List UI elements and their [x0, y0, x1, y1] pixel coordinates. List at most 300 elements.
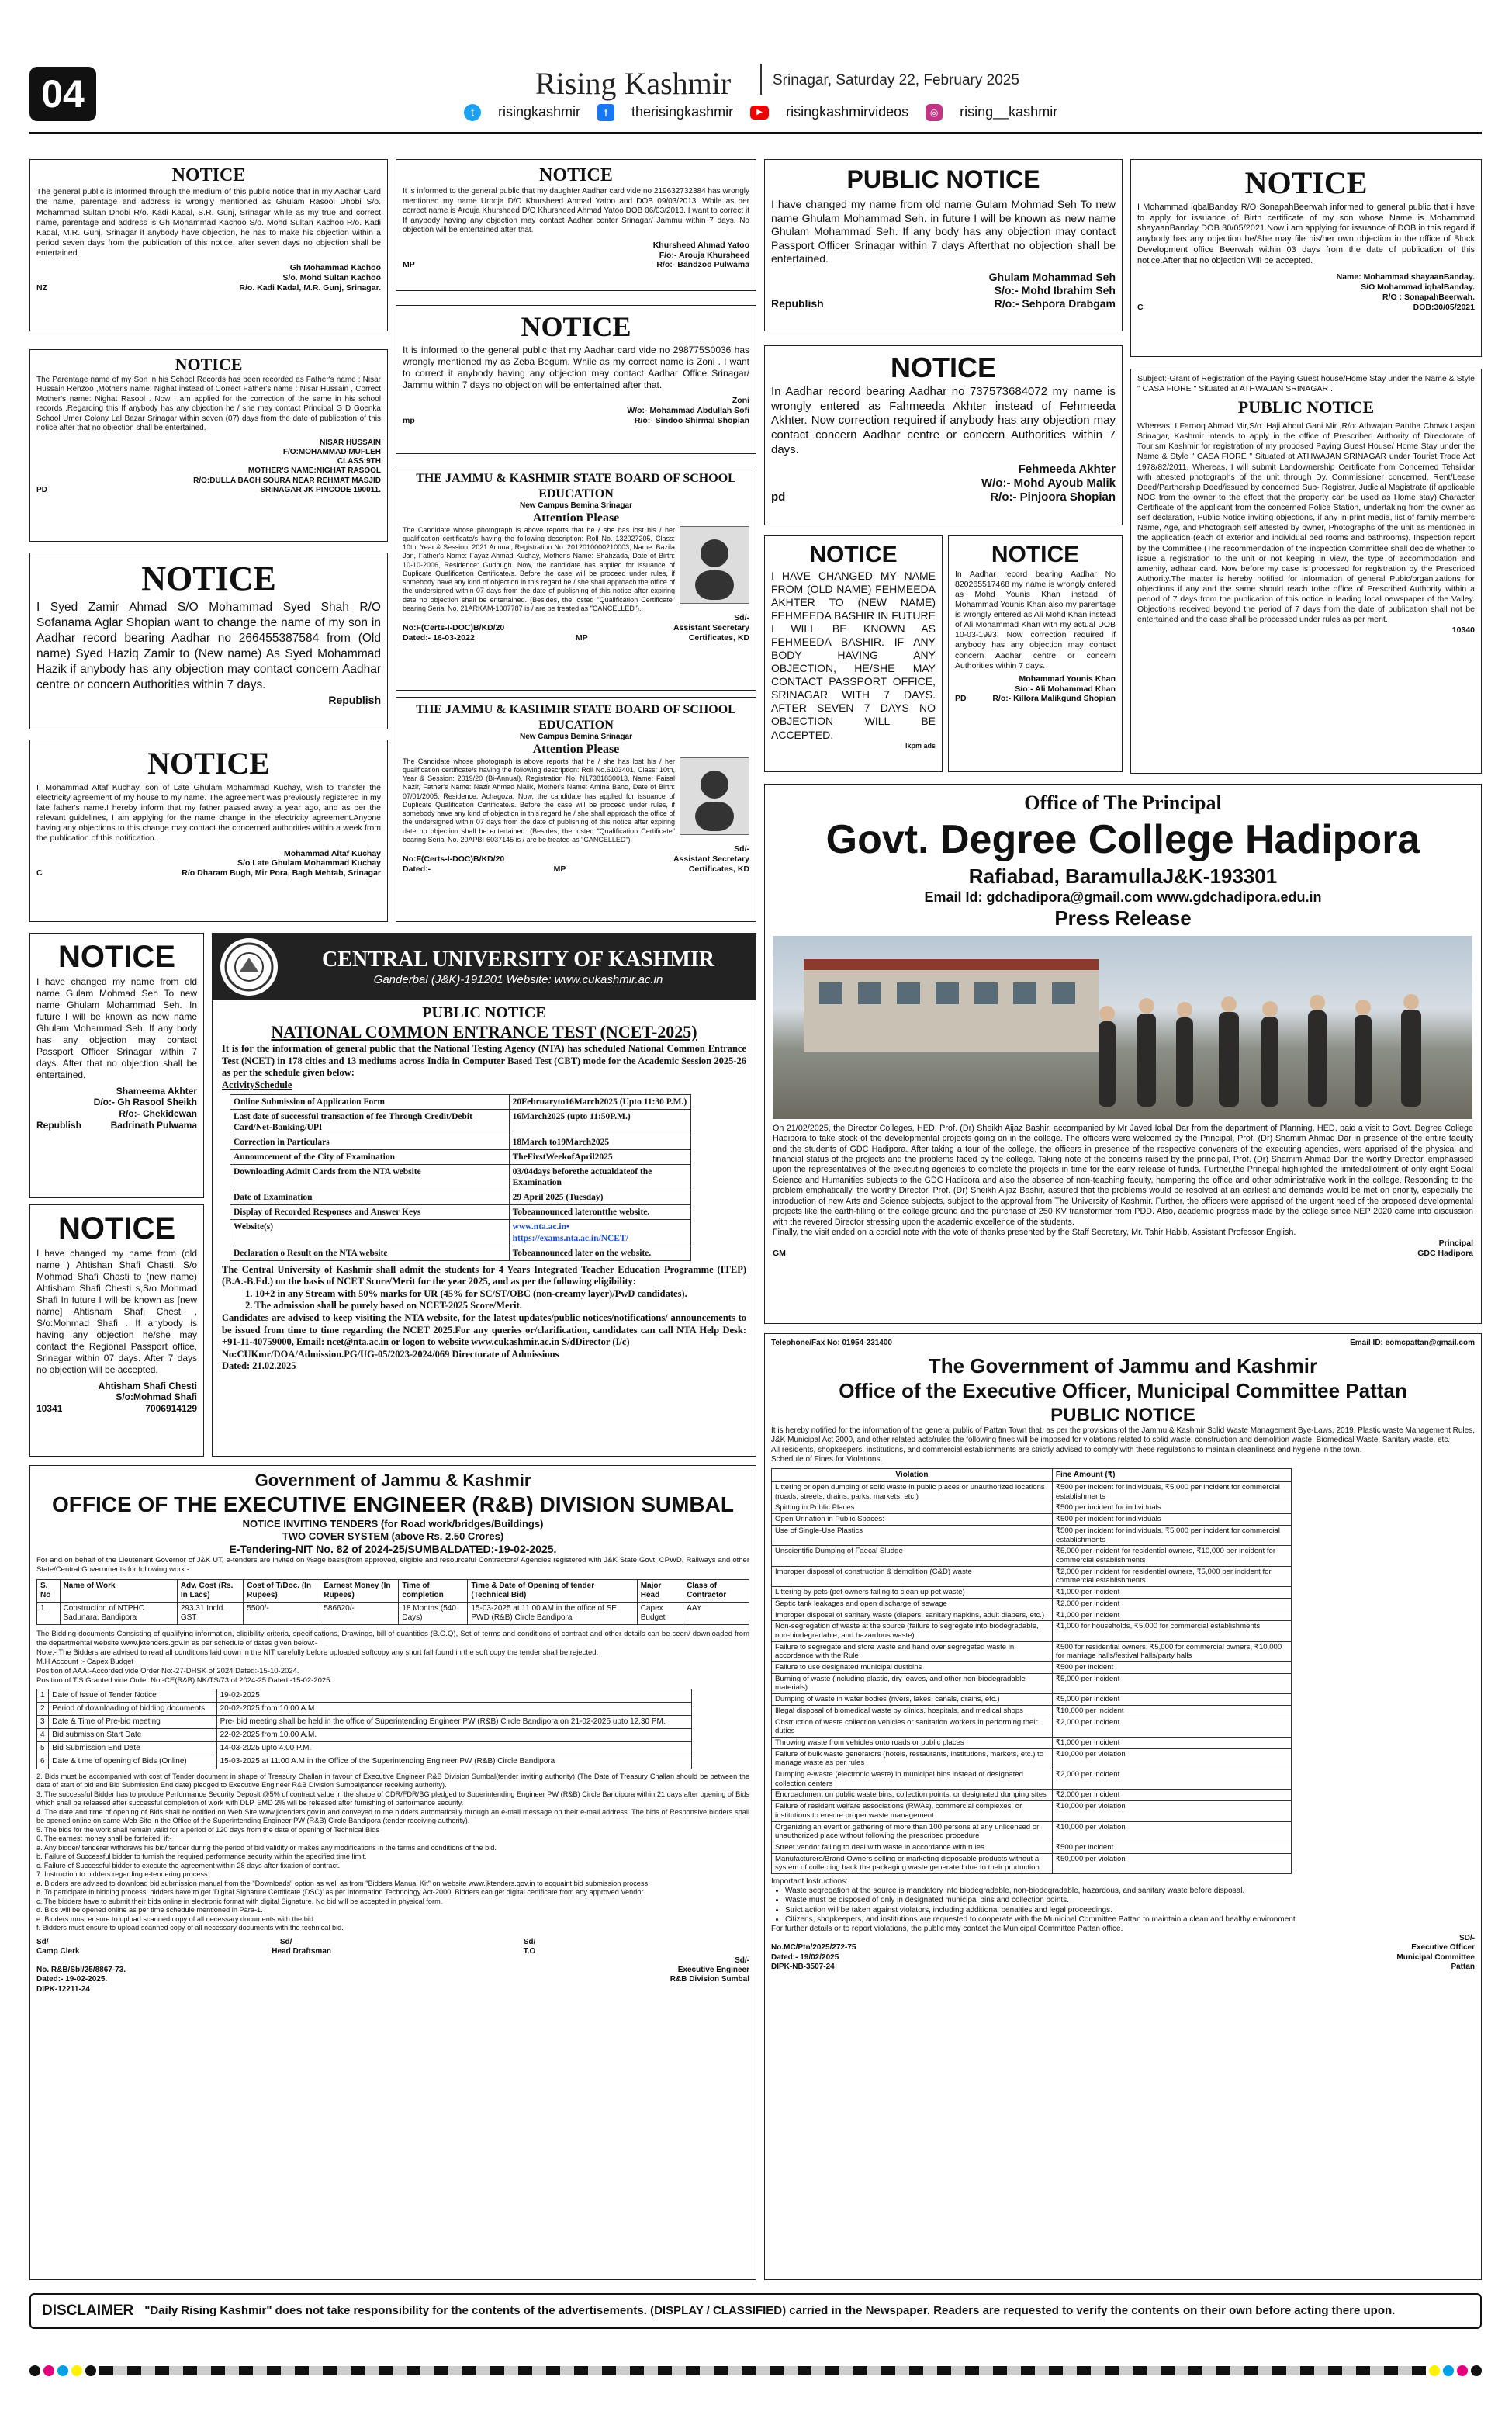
signature: Sd/-	[734, 844, 749, 854]
instagram-handle[interactable]: rising__kashmir	[960, 104, 1058, 120]
table-row	[772, 1821, 1292, 1842]
notice-body: It is informed to the general public that my Aadhar card vide no 298775S0036 has wrongly mentioned my as Zeba Begum. While as my correct name is Zoni . I want to correct it anybody having any objection may contact Aadhar Office Srinagar/ Jammu within 7 days no objection will be entertained after that.	[403, 344, 749, 390]
fine-amount: ₹500 per incident	[1052, 1842, 1291, 1853]
signature: SD/-	[1459, 1934, 1475, 1943]
notice-body: I HAVE CHANGED MY NAME FROM (OLD NAME) FEHMEEDA AKHTER TO (NEW NAME) FEHMEEDA BASHIR IN FUTURE I WILL BE KNOWN AS FEHMEEDA BASHIR. IF ANY BODY HAVING ANY OBJECTION, HE/SHE MAY CONTACT PASSPORT OFFICE, SRINAGAR WITH 7 DAYS. AFTER SEVEN 7 DAYS NO OBJECTION WILL BE ACCEPTED.	[771, 569, 936, 741]
table-header: Cost of T/Doc. (In Rupees)	[244, 1579, 320, 1602]
table-cell: Bid submission Start Date	[49, 1729, 216, 1742]
signature: Sd/	[279, 1937, 292, 1946]
notice-body: The Candidate whose photograph is above reports that he / she has lost his / her qualification certificate/s having the following description: Roll No.6103401, Class: 10th, Year & Session: 2019/20 (Bi-Annual), Registration No. N17381830013, Name: Faisal Nazir, Father's Name: Nazir Ahmad Malik, Mother's Name: Amina Bano, Date of Birth: 07/01/2005, Residence: Achagoza. Now, the candidate has applied for issuance of Duplicate Qualification Certificate/s. Before the case will be proceed under rules, if somebody have any kind of objection in this regard he / she shall approach the office of the undersigned within 07 days from the date of publishing of this notice after expiring date no objection shall be entertained. (Besides, the losted "Qualification Certificate" bearing Serial No. 20APBI-6037145 is / are be treated as "CANCELLED").	[403, 757, 675, 844]
violation: Improper disposal of sanitary waste (diapers, sanitary napkins, adult diapers, etc.)	[772, 1610, 1053, 1621]
ref-no: No:CUKmr/DOA/Admission.PG/UG-05/2023-2024/069 Directorate of Admissions	[222, 1348, 559, 1360]
college-name: Govt. Degree College Hadipora	[825, 816, 1420, 862]
signature: D/o:- Gh Rasool Sheikh	[93, 1097, 197, 1108]
table-header: Major Head	[637, 1579, 683, 1602]
person-icon	[687, 530, 742, 600]
violation: Non-segregation of waste at the source (failure to segregate into biodegradable, non-biodegradable, and hazardous waste)	[772, 1621, 1053, 1641]
signature: R/o:- Pinjoora Shopian	[990, 490, 1116, 504]
notice-title: NOTICE	[57, 940, 176, 974]
ad-code: lkpm ads	[905, 741, 936, 750]
notice-title: NOTICE	[147, 746, 270, 781]
table-row	[37, 1729, 692, 1742]
notice-advice: Candidates are advised to keep visiting the NTA website, for the latest updates/public notices/notifications/ announcements to be issued from time to time regarding the NCET 2025.For any queries or/clarification, candidates can call NTA Help Desk: +91-11-40759000, Email: ncet@nta.ac.in or logon to website www.cukashmir.ac.in S/dDirector (I/c)	[222, 1312, 746, 1348]
signature: CLASS:9TH	[337, 457, 381, 466]
table-row	[772, 1673, 1292, 1693]
signature: T.O	[523, 1946, 536, 1956]
fine-amount: ₹10,000 per violation	[1052, 1748, 1291, 1769]
signature: SRINAGAR JK PINCODE 190011.	[260, 485, 381, 494]
notice-ad-15	[29, 933, 204, 1198]
signature: GDC Hadipora	[1417, 1248, 1473, 1258]
tender-term: a. Bidders are advised to download bid submission manual from the "Downloads" option as well as from "Bidders Manual Kit" on website www.jktenders.gov.in to acquaint bid submission process.	[36, 1879, 650, 1887]
ad-code: Republish	[328, 693, 381, 706]
fine-amount: ₹50,000 per violation	[1052, 1853, 1291, 1873]
notice-intro: All residents, shopkeepers, institutions, and commercial establishments are strictly advised to comply with these regulations to maintain cleanliness and hygiene in the town.	[771, 1445, 1362, 1454]
tender-term: b. Failure of Successful bidder to furnish the required performance security within the specified time limit.	[36, 1852, 367, 1861]
youtube-icon[interactable]: ▶	[750, 106, 769, 120]
gov-heading: The Government of Jammu and Kashmir	[928, 1354, 1318, 1378]
fine-amount: ₹2,000 per incident for residential owners, ₹5,000 per incident for commercial establishments	[1052, 1566, 1291, 1586]
telephone: Telephone/Fax No: 01954-231400	[771, 1339, 892, 1347]
violation: Open Urination in Public Spaces:	[772, 1514, 1053, 1526]
schedule-row	[230, 1110, 691, 1135]
notice-subject: Subject:-Grant of Registration of the Paying Guest house/Home Stay under the Name & Style " CASA FIORE " Situated at ATHWAJAN SRINAGAR .	[1137, 374, 1475, 394]
table-cell: Capex Budget	[637, 1602, 683, 1624]
tender-term: 2. Bids must be accompanied with cost of Tender document in shape of Treasury Challan in favour of Executive Engineer R&B Division Sumbal(tender inviting authority) (The Date of Treasury Challan should be between the date of start of bid and Bid Submission End date) pledged to Executive Engineer R&B Division Sumbal(tender receiving authority).	[36, 1772, 749, 1790]
youtube-handle[interactable]: risingkashmirvideos	[786, 104, 909, 120]
schedule-row	[230, 1205, 691, 1220]
table-row	[772, 1587, 1292, 1599]
social-bar	[464, 104, 1057, 121]
signature: R/o:- Chekidewan	[119, 1108, 197, 1120]
table-row	[37, 1702, 692, 1715]
office-heading: OFFICE OF THE EXECUTIVE ENGINEER (R&B) DIVISION SUMBAL	[52, 1492, 734, 1516]
fine-amount: ₹2,000 per incident	[1052, 1790, 1291, 1801]
schedule-date: 18March to19March2025	[509, 1135, 690, 1150]
signature: Sd/-	[735, 1956, 749, 1966]
page-number: 04	[29, 67, 96, 121]
notice-ad-4	[1130, 159, 1482, 357]
page-header	[29, 61, 1482, 135]
ref-no: No.MC/Ptn/2025/272-75	[771, 1943, 856, 1953]
signature: Municipal Committee	[1396, 1953, 1475, 1962]
disclaimer-text: "Daily Rising Kashmir" does not take responsibility for the contents of the advertisements. (DISPLAY / CLASSIFIED) carried in the Newspaper. Readers are requested to verify the contents on their own before acting there upon.	[144, 2303, 1396, 2317]
university-address: Ganderbal (J&K)-191201 Website: www.cukashmir.ac.in	[373, 972, 663, 986]
office-heading: Office of the Executive Officer, Municipal Committee Pattan	[839, 1378, 1407, 1402]
ad-code: MP	[575, 632, 588, 643]
table-row	[772, 1737, 1292, 1748]
tender-term: e. Bidders must ensure to upload scanned copy of all necessary documents with the bid.	[36, 1914, 316, 1923]
violation: Failure to segregate and store waste and hand over segregated waste in accordance with the Rule	[772, 1641, 1053, 1661]
signature: Mohammad Altaf Kuchay	[283, 848, 381, 858]
schedule-row	[230, 1190, 691, 1205]
signature: Assistant Secretary	[673, 854, 749, 865]
notice-title: NOTICE	[521, 311, 631, 342]
notice-title: NOTICE	[1244, 165, 1368, 200]
table-cell: 6	[37, 1755, 49, 1769]
notice-title: PUBLIC NOTICE	[1237, 397, 1375, 418]
attention-label: Attention Please	[532, 743, 620, 757]
table-row	[772, 1621, 1292, 1641]
signature: Executive Engineer	[677, 1966, 749, 1975]
signature: R&B Division Sumbal	[670, 1975, 749, 1984]
signature: S/o:- Mohd Ibrahim Seh	[994, 283, 1116, 296]
violation: Spitting in Public Places	[772, 1502, 1053, 1514]
schedule-date: 03/04days beforethe actualdateof the Examination	[509, 1165, 690, 1190]
fine-amount: ₹500 per incident	[1052, 1662, 1291, 1674]
table-cell: 22-02-2025 from 10.00 A.M.	[216, 1729, 692, 1742]
table-row	[772, 1769, 1292, 1790]
fine-amount: ₹1,000 per incident	[1052, 1587, 1291, 1599]
notice-title: NOTICE	[171, 165, 246, 185]
fine-amount: ₹5,000 per incident for residential owners, ₹10,000 per incident for commercial establishments	[1052, 1546, 1291, 1566]
table-row	[37, 1742, 692, 1755]
ad-code: pd	[771, 490, 786, 504]
table-row	[772, 1853, 1292, 1873]
signature: Mohammad Younis Khan	[1019, 674, 1116, 684]
notice-subtitle: New Campus Bemina Srinagar	[519, 733, 633, 742]
signature: DOB:30/05/2021	[1413, 302, 1475, 312]
signature: Name: Mohammad shayaanBanday.	[1336, 272, 1475, 282]
tender-dates-table	[36, 1689, 692, 1769]
signature: W/o:- Mohd Ayoub Malik	[981, 476, 1116, 490]
tender-term: 3. The successful Bidder has to produce Performance Security Deposit @5% of contract value in the shape of CDR/FDR/BG pledged to Superintending Engineer PW (R&B) Circle Bandipora within 21 days after opening of Bids which shall be released after successful completion of work with DLP. EMD 2% will be released after furnishing of performance security.	[36, 1790, 749, 1807]
signature: Certificates, KD	[688, 632, 749, 643]
schedule-activity: Last date of successful transaction of fee Through Credit/Debit Card/Net-Banking/UPI	[230, 1110, 510, 1135]
notice-title: PUBLIC NOTICE	[846, 165, 1040, 193]
schedule-activity: Display of Recorded Responses and Answer Keys	[230, 1205, 510, 1220]
tender-term: b. To participate in bidding process, bidders have to get 'Digital Signature Certificate (DSC)' as per Information Technology Act-2000. Bidders can get digital certificate from any approved Vendor.	[36, 1888, 645, 1897]
eligibility-item: 2. The admission shall be purely based on NCET-2025 Score/Merit.	[245, 1300, 522, 1312]
schedule-activity: Announcement of the City of Examination	[230, 1150, 510, 1165]
violation: Encroachment on public waste bins, collection points, or designated dumping sites	[772, 1790, 1053, 1801]
board-notice-ad-14	[396, 697, 756, 922]
ad-code: C	[1137, 302, 1144, 312]
header-divider	[760, 64, 762, 95]
notice-ad-16	[29, 1204, 204, 1457]
notice-title: NOTICE	[175, 355, 243, 374]
schedule-activity: Website(s)	[230, 1220, 510, 1246]
public-notice-ad-8	[1130, 369, 1482, 774]
schedule-label: Schedule of Fines for Violations.	[771, 1455, 883, 1464]
table-row	[772, 1525, 1292, 1545]
fine-amount: ₹2,000 per incident	[1052, 1717, 1291, 1737]
ad-code: PD	[955, 694, 967, 704]
ad-code: MP	[553, 864, 566, 874]
table-cell: 1	[37, 1689, 49, 1702]
notice-ad-11	[764, 535, 943, 772]
notice-ad-13	[29, 740, 388, 922]
signature: MOTHER'S NAME:NIGHAT RASOOL	[247, 466, 381, 476]
schedule-activity: Correction in Particulars	[230, 1135, 510, 1150]
tender-para: M.H Account :- Capex Budget	[36, 1657, 134, 1666]
table-cell: 15-03-2025 at 11.00 A.M in the Office of the Superintending Engineer PW (R&B) Circle Bandipora	[216, 1755, 692, 1769]
signature: S/o:- Ali Mohammad Khan	[1015, 684, 1116, 694]
signature: W/o:- Mohammad Abdullah Sofi	[627, 405, 749, 415]
notice-body: I Syed Zamir Ahmad S/O Mohammad Syed Shah R/O Sofanama Aglar Shopian want to change the name of my son in Aadhar record bearing Aadhar no 266455387584 from (Old name) Syed Haziq Zamir to (New name) As Syed Mohammad Hazik if anybody has any objection may contact concern Aadhar centre or concern Authorities within 7 days.	[36, 600, 381, 692]
schedule-activity: Date of Examination	[230, 1190, 510, 1205]
violation: Littering by pets (pet owners failing to clean up pet waste)	[772, 1587, 1053, 1599]
brand-logo: Rising Kashmir	[535, 66, 732, 101]
attention-label: Attention Please	[532, 511, 620, 525]
signature: R/o. Kadi Kadal, M.R. Gunj, Srinagar.	[239, 282, 381, 293]
fine-amount: ₹1,000 per incident	[1052, 1737, 1291, 1748]
table-header: Time of completion	[399, 1579, 468, 1602]
signature: Sd/	[36, 1937, 49, 1946]
notice-title: THE JAMMU & KASHMIR STATE BOARD OF SCHOOL EDUCATION	[416, 472, 736, 501]
office-heading: Office of The Principal	[1024, 792, 1222, 814]
instagram-icon[interactable]: ◎	[926, 104, 943, 121]
ad-code: Republish	[36, 1119, 82, 1131]
violation: Illegal disposal of biomedical waste by clinics, hospitals, and medical shops	[772, 1705, 1053, 1717]
notice-ad-1	[29, 159, 388, 331]
ref-no: No. R&B/Sbl/25/8867-73.	[36, 1966, 126, 1975]
closing-note: For further details or to report violations, the public may contact the Municipal Committee Pattan office.	[771, 1925, 1123, 1934]
table-header: Violation	[772, 1468, 1053, 1481]
schedule-activity: Online Submission of Application Form	[230, 1095, 510, 1110]
schedule-date: 29 April 2025 (Tuesday)	[509, 1190, 690, 1205]
notice-body: I have changed my name from old name Gulam Mohmad Seh To new name Ghulam Mohammad Seh. In future I will be known as new name Ghulam Mohammad Seh. If any body has any objection may contact Passport Officer Srinagar within 7 days. After that no objection shall be entertained.	[36, 975, 197, 1080]
notice-ad-7	[764, 345, 1123, 525]
fine-amount: ₹500 per incident for individuals	[1052, 1502, 1291, 1514]
table-row	[772, 1790, 1292, 1801]
ref-date: Dated:- 19/02/2025	[771, 1953, 839, 1962]
violation: Organizing an event or gathering of more than 100 persons at any unlicensed or unauthorized place without following the prescribed procedure	[772, 1821, 1053, 1842]
signature: Gh Mohammad Kachoo	[289, 263, 381, 273]
violation: Obstruction of waste collection vehicles or sanitation workers in performing their duties	[772, 1717, 1053, 1737]
signature: R/O:DULLA BAGH SOURA NEAR REHMAT MASJID	[193, 476, 381, 485]
notice-body: In Aadhar record bearing Aadhar No 820265517468 my name is wrongly entered as Mohd Younis Khan instead of Mohammad Younis Khan also my parentage is wrongly entered as Ali Mohd Khan instead of Ali Mohammad Khan with my actual DOB 10-03-1993. Now correction required if anybody has any objection may contact concern Aadhar centre or concern Authorities within 7 days.	[955, 569, 1116, 670]
notice-body: Whereas, I Farooq Ahmad Mir,S/o :Haji Abdul Gani Mir ,R/o: Athwajan Pantha Chowk Lasjan Srinagar, Kashmir intends to apply in the office of Prescribed Authority of Directorate of Tourism Kashmir for registration of my proposed Paying Guest House/ Home Stay under the Name & Style " CASA FIORE " Situated at ATHWAJAN SRINAGAR under Tourist Trade Act 1978/82/2011. Whereas, I will submit Landownership Certificate from Concerned Tehsildar with attested photographs of the unit through Dy. Commissioner concerned, Rent/Lease Deed/Partnership Deed/issued by concerned Sub- Registrar, Judicial Magistrate (if applicable NOC from the owner to the effect that the property can be used as Home stay),Character Certificate of the applicant from the concerned Police Station, undertaking from the owner as self declaration, Public Notice inviting objections, if any in print media, list of family members Name, Age, and Photograph self attested by owner, Photographs of the unit as mentioned in the application (each of exterior and individual bed rooms and bathrooms), Inspection report by the Committee (The recommendation of the inspection Committee shall decide whether to issue a registration to the unit or not keeping in view, the type of accommodation and amenity, adhaar card. Now before my case is processed for registration by the Prescribed Authority.The matter is hereby notified for information of general Pubic/organizations for objections if any and the same should reach tothe office of Prescribed Authority within a period of 7 days from the publication of this notice in leading local newspaper of the Valley. Objections received beyond the period of 7 days from the date of publication shall not be entertained and the case shall be processed under rules as per merit.	[1137, 421, 1475, 625]
public-notice-ad-3	[764, 159, 1123, 331]
fine-amount: ₹10,000 per violation	[1052, 1801, 1291, 1821]
notice-body: I have changed my name from (old name ) Ahtishan Shafi Chasti, S/o Mohmad Shafi Chasti to (new name) Ahtisham Shafi Chesti s,S/o Mohmad Shafi In future I will be known as [new name] Ahtisham Shafi Chesti , S/o:Mohmad Shafi . If anybody is having any objection he/she may contact the Regional Passport office, Srinagar within 07 days. After 7 days no objection will be accepted.	[36, 1247, 197, 1375]
press-release-label: Press Release	[1054, 906, 1192, 930]
notice-body: In Aadhar record bearing Aadhar no 737573684072 my name is wrongly entered as Fahmeeda Akhter instead of Fehmeeda Akhter. Now correction required if anybody has any objection may contact concern Aadhar centre or concern Authorities within 7 days.	[771, 384, 1116, 456]
notice-title: THE JAMMU & KASHMIR STATE BOARD OF SCHOOL EDUCATION	[416, 703, 736, 732]
notice-title: PUBLIC NOTICE	[1050, 1404, 1195, 1426]
violation: Unscientific Dumping of Faecal Sludge	[772, 1546, 1053, 1566]
schedule-date: Tobeannounced laterontthe website.	[509, 1205, 690, 1220]
building-group-illustration	[773, 936, 1472, 1119]
table-cell: Date & Time of Pre-bid meeting	[49, 1715, 216, 1728]
university-name: CENTRAL UNIVERSITY OF KASHMIR	[322, 947, 714, 972]
notice-title: NOTICE	[57, 1211, 176, 1246]
fine-amount: ₹5,000 per incident	[1052, 1673, 1291, 1693]
ad-code: Republish	[771, 296, 824, 310]
press-release-body: On 21/02/2025, the Director Colleges, HED, Prof. (Dr) Sheikh Aijaz Bashir, accompanied by Mr Javed Iqbal Dar from the department of Planning, HED, paid a visit to Govt. Degree College Hadipora to take stock of the developmental projects going on in the college. The officers were welcomed by the Principal, Prof. (Dr) Shamim Ahmad Dar in presence of the entire faculty and the students of GDC Hadipora. After taking a tour of the college, the officers in presence of the respective conveners of the executing agencies, were apprised of the physical and financial status of the projects and the problems faced by the college. Taking note of the concerns raised by the principal, Prof. (Dr) Shamim Ahmad Dar, the worthy Director, emphasised upon the representatives of the executing agencies to complete the projects in time for the early release of funds. Further,the Principal highlighted the limitedallotment of only eight Social Science and Humanities subjects to the GDC Hadipora and also the absence of non-teaching faculty, hampering the office and other administrative work in the college. Responding to the problem emphatically, the worthy Director, Prof. (Dr) Sheikh Aijaz Bashir, assured that the problems would be resolved at an earliest and demands would be met on priority, especially the introduction of new Arts and Science subjects, subject to the approval from The University of Kashmir. Further, the officers were apprised of the urgent need of the proposed developmental projects like the earth-filling of the college ground and the purchase of 250 KV transformer from PDD. Also, academic progress made by the college since NEP 2020 came into discussion with the revered Director stressing upon the academic excellence of the students.	[773, 1123, 1473, 1227]
table-row	[772, 1842, 1292, 1853]
notice-title: NOTICE	[890, 352, 996, 383]
table-row	[37, 1689, 692, 1702]
list-item: • Waste must be disposed of only in designated municipal bins and collection points.	[785, 1896, 1475, 1905]
ad-code: DIPK-NB-3507-24	[771, 1962, 835, 1971]
table-row	[772, 1694, 1292, 1706]
instructions-list	[785, 1887, 1475, 1925]
violation: Dumping e-waste (electronic waste) in municipal bins instead of designated collection centers	[772, 1769, 1053, 1790]
tender-para: Position of AAA:-Accorded vide Order No:-27-DHSK of 2024 Dated:-15-10-2024.	[36, 1666, 299, 1675]
table-row	[772, 1610, 1292, 1621]
table-cell: Bid Submission End Date	[49, 1742, 216, 1755]
table-cell: Period of downloading of bidding documents	[49, 1702, 216, 1715]
violation: Failure to use designated municipal dustbins	[772, 1662, 1053, 1674]
schedule-date: www.nta.ac.in• https://exams.nta.ac.in/NCET/	[509, 1220, 690, 1246]
table-header: Fine Amount (₹)	[1052, 1468, 1291, 1481]
schedule-row	[230, 1150, 691, 1165]
twitter-handle[interactable]: risingkashmir	[498, 104, 581, 120]
violation: Burning of waste (including plastic, dry leaves, and other non-biodegradable materials)	[772, 1673, 1053, 1693]
tender-term: f. Bidders must ensure to upload scanned copy of all necessary documents with the technical bid.	[36, 1924, 344, 1932]
ad-code: mp	[403, 415, 415, 425]
ad-code: DIPK-12211-24	[36, 1984, 90, 1994]
schedule-activity: Downloading Admit Cards from the NTA website	[230, 1165, 510, 1190]
fine-amount: ₹2,000 per incident	[1052, 1769, 1291, 1790]
violation: Dumping of waste in water bodies (rivers, lakes, canals, drains, etc.)	[772, 1694, 1053, 1706]
signature: R/o:- Bandzoo Pulwama	[656, 260, 749, 270]
fine-amount: ₹500 per incident for individuals, ₹5,000 per incident for commercial establishments	[1052, 1525, 1291, 1545]
tender-term: c. Failure of Successful bidder to execute the agreement within 28 days after fixation of contract.	[36, 1861, 341, 1869]
tender-term: c. The bidders have to submit their bids online in electronic format with digital Signature. No bid will be accepted in physical form.	[36, 1897, 443, 1905]
college-address: Rafiabad, BaramullaJ&K-193301	[968, 865, 1278, 889]
person-icon	[687, 761, 742, 831]
schedule-date: 20Februaryto16March2025 (Upto 11:30 P.M.)	[509, 1095, 690, 1110]
tender-term: 4. The date and time of opening of Bids shall be notified on Web Site www.jktenders.gov.in and conveyed to the bidders automatically through an e-mail message on their e-mail address. The bids of Responsive bidders shall be opened online on same Web Site in the Office of the Superintending Engineer PW (R&B) Circle Bandipora (tender receiving authority).	[36, 1807, 749, 1825]
table-cell: 20-02-2025 from 10.00 A.M	[216, 1702, 692, 1715]
violation: Septic tank leakages and open discharge of sewage	[772, 1598, 1053, 1610]
fine-amount: ₹1,000 per incident	[1052, 1610, 1291, 1621]
fine-amount: ₹500 per incident for individuals, ₹5,000 per incident for commercial establishments	[1052, 1482, 1291, 1502]
schedule-row	[230, 1165, 691, 1190]
facebook-icon[interactable]: f	[597, 104, 614, 121]
ad-code: MP	[403, 260, 415, 270]
table-cell: 5	[37, 1742, 49, 1755]
signature: Certificates, KD	[688, 864, 749, 874]
signature: S/o:Mohmad Shafi	[116, 1391, 197, 1403]
table-cell: Date of Issue of Tender Notice	[49, 1689, 216, 1702]
college-visit-photo	[773, 936, 1472, 1119]
fine-amount: ₹10,000 per incident	[1052, 1705, 1291, 1717]
signature: F/o:- Arouja Khursheed	[659, 250, 749, 260]
board-notice-ad-10	[396, 466, 756, 691]
signature: Pattan	[1451, 1962, 1475, 1971]
signature: Sd/-	[734, 613, 749, 623]
staff-designations	[36, 1947, 535, 1956]
table-cell: Construction of NTPHC Sadunara, Bandipora	[60, 1602, 177, 1624]
notice-ad-9	[29, 553, 388, 729]
fine-amount: ₹2,000 per incident	[1052, 1598, 1291, 1610]
notice-intro: It is for the information of general public that the National Testing Agency (NTA) has scheduled National Common Entrance Test (NCET) in 178 cities and 13 mediums across India in Computer Based Test (CBT) mode for the Academic Session 2025-26 as per the schedule given below:	[222, 1043, 746, 1079]
signature: Badrinath Pulwama	[110, 1119, 197, 1131]
print-registration-marks	[29, 2359, 1482, 2382]
notice-ad-5	[29, 349, 388, 542]
notice-body: It is informed to the general public that my daughter Aadhar card vide no 219632732384 has wrongly mentioned my name Urooja D/O Khursheed Ahmad Yatoo and DOB 09/03/2013. While as her correct name is Arouja Khursheed D/O Khursheed Ahmad Yatoo DOB 06/03/2013. I want to correct it If anybody having any objection may contact Aadhar center Srinagar/ Jammu within 7 days. No objection will be entertained after that.	[403, 187, 749, 235]
fine-amount: ₹1,000 for households, ₹5,000 for commercial establishments	[1052, 1621, 1291, 1641]
ad-code: 10340	[1451, 625, 1475, 635]
table-row	[772, 1641, 1292, 1661]
tender-term: 5. The bids for the work shall remain valid for a period of 120 days from the date of opening of Technical Bids	[36, 1825, 379, 1834]
table-cell: 14-03-2025 upto 4.00 P.M.	[216, 1742, 692, 1755]
table-cell: 2	[37, 1702, 49, 1715]
table-header: S. No	[37, 1579, 61, 1602]
signature: F/O:MOHAMMAD MUFLEH	[282, 448, 381, 457]
signature: Zoni	[732, 395, 749, 405]
dateline: Srinagar, Saturday 22, February 2025	[773, 72, 1019, 88]
notice-ad-12	[948, 535, 1123, 772]
violation: Street vendor failing to deal with waste in accordance with rules	[772, 1842, 1053, 1853]
signature: R/o:- Sindoo Shirmal Shopian	[634, 415, 749, 425]
table-cell: AAY	[683, 1602, 749, 1624]
violation: Manufacturers/Brand Owners selling or marketing disposable products without a system of collecting back the packaging waste generated due to their production	[772, 1853, 1053, 1873]
violation: Failure of bulk waste generators (hotels, restaurants, institutions, markets, etc.) to manage waste as per rules	[772, 1748, 1053, 1769]
etender-no: E-Tendering-NIT No. 82 of 2024-25/SUMBALDATED:-19-02-2025.	[229, 1542, 557, 1555]
signature: Ahtisham Shafi Chesti	[98, 1380, 197, 1391]
press-release-closing: Finally, the visit ended on a cordial note with the vote of thanks presented by the Staff Secretary, Mr. Tahir Habib, Assistant Professor English.	[773, 1228, 1296, 1238]
ad-code: NZ	[36, 282, 47, 293]
table-cell: 586620/-	[320, 1602, 399, 1624]
ad-code: C	[36, 868, 43, 878]
mc-pattan-public-notice	[764, 1333, 1482, 2280]
notice-title: PUBLIC NOTICE	[422, 1004, 546, 1021]
cuk-public-notice	[212, 933, 756, 1457]
table-cell: 293.31 Incld. GST	[177, 1602, 243, 1624]
table-row	[772, 1705, 1292, 1717]
facebook-handle[interactable]: therisingkashmir	[631, 104, 734, 120]
schedule-row	[230, 1246, 691, 1260]
instructions-heading: Important Instructions:	[771, 1877, 848, 1887]
schedule-row	[230, 1095, 691, 1110]
table-row	[772, 1566, 1292, 1586]
table-row	[37, 1755, 692, 1769]
table-row	[772, 1748, 1292, 1769]
fine-amount: ₹500 per incident for individuals	[1052, 1514, 1291, 1526]
fine-amount: ₹10,000 per violation	[1052, 1821, 1291, 1842]
list-item: • Waste segregation at the source is mandatory into biodegradable, non-biodegradable, hazardous, and sanitary waste before disposal.	[785, 1887, 1475, 1896]
cuk-banner	[213, 934, 756, 1000]
ref-date: Dated:-	[403, 864, 431, 874]
ref-no: No:F(Certs-I-DOC)B/KD/20	[403, 623, 505, 633]
fine-amount: ₹5,000 per incident	[1052, 1694, 1291, 1706]
signature: Executive Officer	[1411, 1943, 1475, 1953]
gdc-press-release	[764, 784, 1482, 1324]
table-cell: 18 Months (540 Days)	[399, 1602, 468, 1624]
ref-no: No:F(Certs-I-DOC)B/KD/20	[403, 854, 505, 865]
tender-para: Position of T.S Granted vide Order No:-CE(R&B) NK/TS/73 of 2024-25 Dated:-15-02-2025.	[36, 1675, 333, 1685]
email: Email ID: eomcpattan@gmail.com	[1350, 1339, 1475, 1347]
signature: Sd/	[523, 1937, 536, 1946]
table-cell: Pre- bid meeting shall be held in the office of Superintending Engineer PW (R&B) Circle Bandipora on 21-02-2025 upto 12.30 PM.	[216, 1715, 692, 1728]
twitter-icon[interactable]: t	[464, 104, 481, 121]
violation: Use of Single-Use Plastics	[772, 1525, 1053, 1545]
ref-date: Dated: 21.02.2025	[222, 1360, 296, 1372]
table-row	[772, 1482, 1292, 1502]
schedule-row	[230, 1135, 691, 1150]
signature: NISAR HUSSAIN	[320, 438, 381, 447]
notice-subtitle: New Campus Bemina Srinagar	[519, 501, 633, 511]
table-row	[772, 1801, 1292, 1821]
tender-work-table	[36, 1579, 749, 1626]
tender-term: a. Any bidder/ tenderer withdraws his bid/ tender during the period of bid validity or makes any modifications in the terms and conditions of the bid.	[36, 1843, 497, 1852]
signature: R/O : SonapahBeerwah.	[1382, 292, 1475, 302]
schedule-label: ActivitySchedule	[222, 1079, 292, 1091]
nit-label: NOTICE INVITING TENDERS (for Road work/bridges/Buildings)	[242, 1517, 544, 1530]
notice-body: I, Mohammad Altaf Kuchay, son of Late Ghulam Mohammad Kuchay, wish to transfer the electricity agreement of my house to my name. The agreement was previously registered in my late father's name.I hereby inform that my father passed away a year ago, and as per the relevant guidelines, I am applying for the name change in the electricity agreement.Anyone having any objections to this change may contact the concerned authorities within a week from the publication of this notification.	[36, 782, 381, 844]
notice-body: I Mohammad iqbalBanday R/O SonapahBeerwah informed to general public that i have to apply for issuance of Birth certificate of my son whose Name is Mohammad shayaanBanday DOB 30/05/2021.Now i am applying for issuance of DOB in this regard if anybody has any objection he/She may file his/her own objection in the office of Block Development office Beerwah within 03 days from the date of publication of this notice.After that no objection Will be accepted.	[1137, 202, 1475, 265]
signature: R/o Dharam Bugh, Mir Pora, Bagh Mehtab, Srinagar	[182, 868, 381, 878]
ncet-schedule-table	[230, 1094, 691, 1260]
table-row	[772, 1598, 1292, 1610]
table-row	[772, 1717, 1292, 1737]
ad-code: GM	[773, 1248, 786, 1258]
